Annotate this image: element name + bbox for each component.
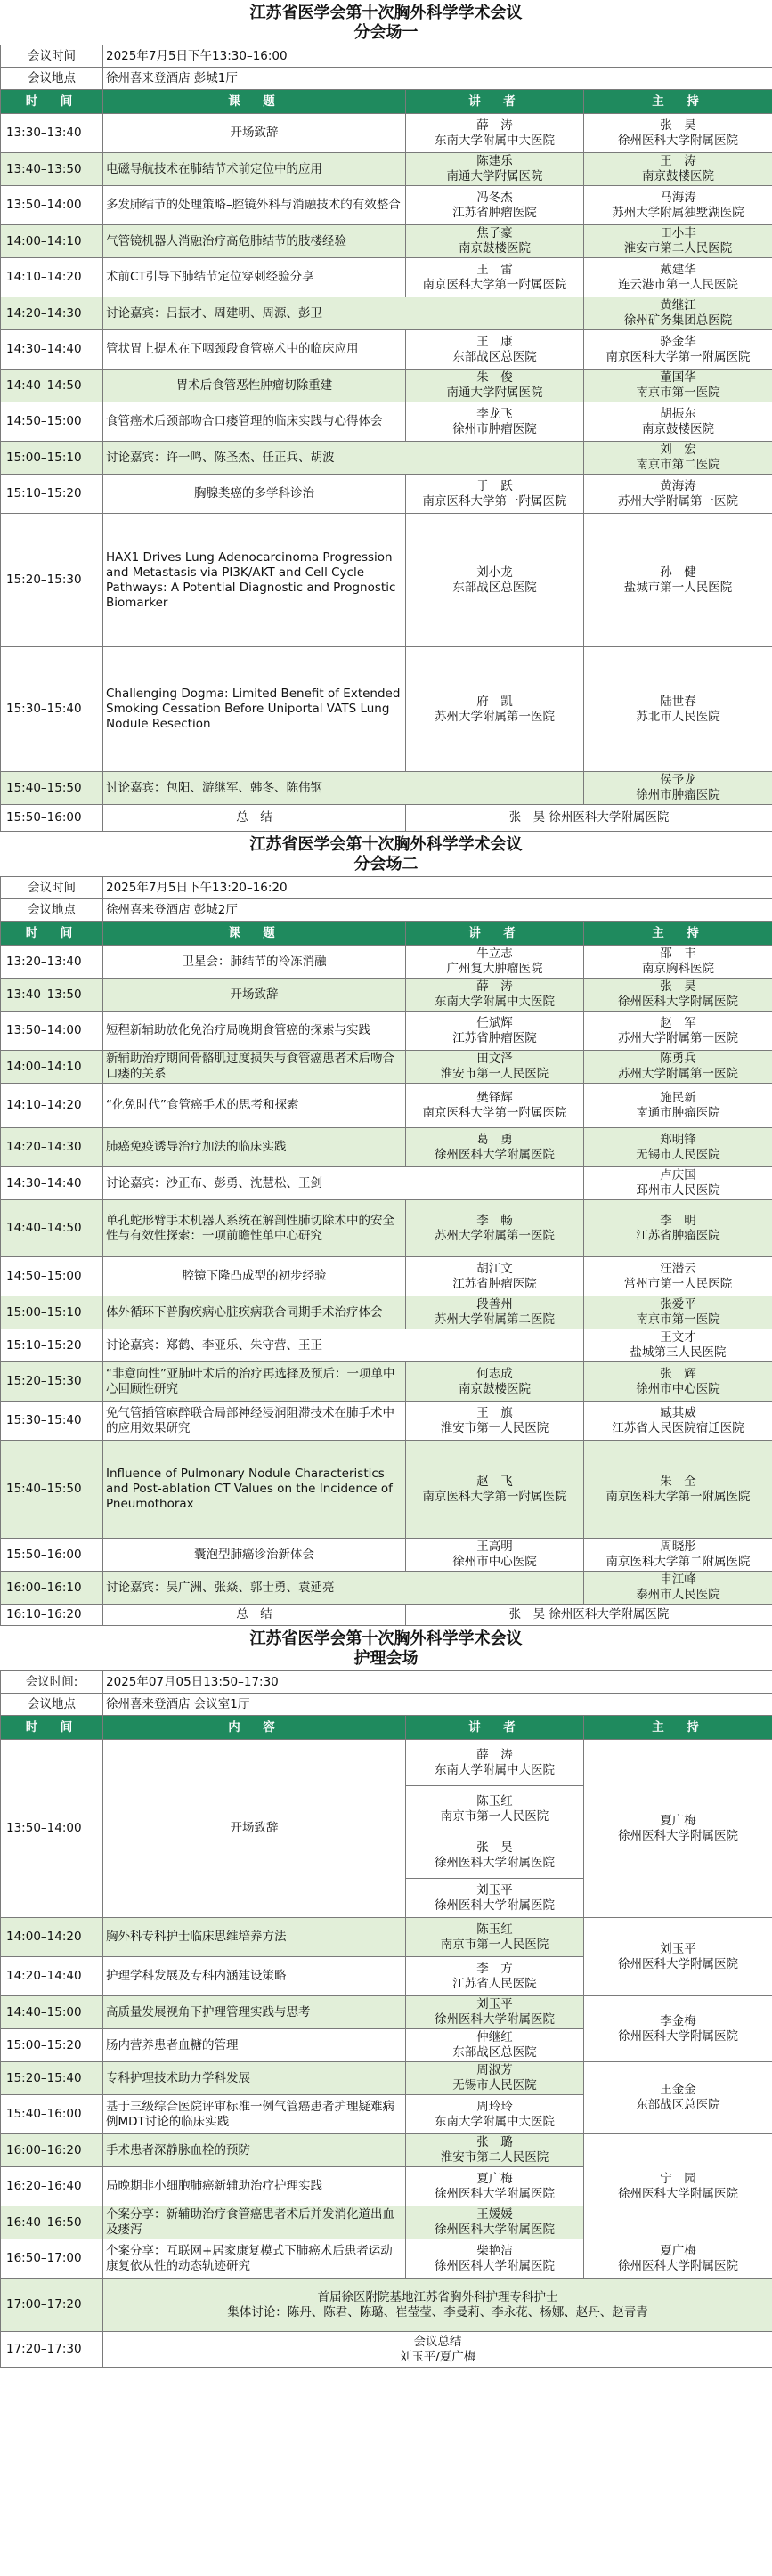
- session-host: 董国华 南京市第一医院: [584, 370, 772, 402]
- session-host: 陆世春 苏北市人民医院: [584, 647, 772, 772]
- session-topic: 卫星会：肺结节的冷冻消融: [103, 946, 406, 979]
- session-host: 马海涛 苏州大学附属独墅湖医院: [584, 186, 772, 225]
- session-time: 17:20–17:30: [1, 2332, 103, 2368]
- session-speaker: 薛 涛 东南大学附属中大医院: [406, 979, 584, 1012]
- column-header: 课 题: [103, 922, 406, 946]
- meeting-place-row: [1, 1694, 772, 1716]
- session-speaker: 李龙飞 徐州市肿瘤医院: [406, 402, 584, 442]
- session-speaker: 胡江文 江苏省肿瘤医院: [406, 1257, 584, 1296]
- section-title: [0, 1626, 772, 1670]
- session-topic: 讨论嘉宾：包阳、游继军、韩冬、陈伟钢: [103, 772, 584, 805]
- session-time: 14:40–15:00: [1, 1996, 103, 2029]
- session-speaker: 刘小龙 东部战区总医院: [406, 514, 584, 647]
- session-time: 13:50–14:00: [1, 1740, 103, 1918]
- meeting-time-label: 会议时间: [1, 45, 103, 68]
- table-row: [1, 370, 772, 402]
- session-time: 13:50–14:00: [1, 186, 103, 225]
- column-header: 内 容: [103, 1716, 406, 1740]
- session-speaker: 樊铎辉 南京医科大学第一附属医院: [406, 1084, 584, 1128]
- venue-subtitle: 分会场一: [353, 23, 419, 42]
- session-speaker: 赵 飞 南京医科大学第一附属医院: [406, 1441, 584, 1539]
- session-time: 14:00–14:20: [1, 1918, 103, 1957]
- session-topic: 胃术后食管恶性肿瘤切除重建: [103, 370, 406, 402]
- session-host: 汪潜云 常州市第一人民医院: [584, 1257, 772, 1296]
- session-speaker: 段善州 苏州大学附属第二医院: [406, 1296, 584, 1329]
- table-row: [1, 2279, 772, 2332]
- column-header: 时 间: [1, 1716, 103, 1740]
- table-row: [1, 1572, 772, 1605]
- meeting-time-row: [1, 1671, 772, 1694]
- session-speaker: 柴艳洁 徐州医科大学附属医院: [406, 2239, 584, 2279]
- meeting-place-label: 会议地点: [1, 1694, 103, 1716]
- session-host: 夏广梅 徐州医科大学附属医院: [584, 2239, 772, 2279]
- meeting-time-value: 2025年7月5日下午13:30–16:00: [103, 45, 772, 68]
- session-speaker: 冯冬杰 江苏省肿瘤医院: [406, 186, 584, 225]
- session-host: 骆金华 南京医科大学第一附属医院: [584, 330, 772, 370]
- table-row: [1, 153, 772, 186]
- session-topic: 手术患者深静脉血栓的预防: [103, 2134, 406, 2167]
- session-time: 15:50–16:00: [1, 1539, 103, 1572]
- table-header: [1, 1716, 772, 1740]
- session-topic: 讨论嘉宾：沙正布、彭勇、沈慧松、王剑: [103, 1167, 584, 1200]
- session-time: 14:30–14:40: [1, 330, 103, 370]
- table-row: [1, 1740, 772, 1786]
- session-time: 13:40–13:50: [1, 979, 103, 1012]
- table-row: [1, 2062, 772, 2095]
- section-title: [0, 832, 772, 876]
- session-host: 李金梅 徐州医科大学附属医院: [584, 1996, 772, 2062]
- session-host: 赵 军 苏州大学附属第一医院: [584, 1012, 772, 1051]
- meeting-place-label: 会议地点: [1, 68, 103, 90]
- session-topic: 腔镜下隆凸成型的初步经验: [103, 1257, 406, 1296]
- session-speaker: 刘玉平 徐州医科大学附属医院: [406, 1996, 584, 2029]
- meeting-time-label: 会议时间:: [1, 1671, 103, 1694]
- session-topic: 气管镜机器人消融治疗高危肺结节的肢楼经验: [103, 225, 406, 258]
- session-host: 周晓彤 南京医科大学第二附属医院: [584, 1539, 772, 1572]
- table-row: [1, 1200, 772, 1257]
- session-time: 14:20–14:30: [1, 1128, 103, 1167]
- column-header: 主 持: [584, 922, 772, 946]
- session-topic: 单孔蛇形臂手术机器人系统在解剖性肺切除术中的安全性与有效性探索：一项前瞻性单中心研究: [103, 1200, 406, 1257]
- session-host: 邵 丰 南京胸科医院: [584, 946, 772, 979]
- column-header: 主 持: [584, 90, 772, 114]
- session-time: 16:50–17:00: [1, 2239, 103, 2279]
- table-row: [1, 186, 772, 225]
- session-topic: 讨论嘉宾：吴广洲、张焱、郭士勇、袁延亮: [103, 1572, 584, 1605]
- session-time: 16:40–16:50: [1, 2206, 103, 2239]
- session-host: 夏广梅 徐州医科大学附属医院: [584, 1740, 772, 1918]
- table-row: [1, 297, 772, 330]
- table-row: [1, 225, 772, 258]
- column-header: 讲 者: [406, 922, 584, 946]
- meeting-time-label: 会议时间: [1, 877, 103, 899]
- session-topic: 总 结: [103, 1605, 406, 1626]
- session-speaker: 李 方 江苏省人民医院: [406, 1957, 584, 1996]
- session-speaker: 夏广梅 徐州医科大学附属医院: [406, 2167, 584, 2206]
- session-time: 15:50–16:00: [1, 805, 103, 832]
- table-row: [1, 647, 772, 772]
- session-host: 李 明 江苏省肿瘤医院: [584, 1200, 772, 1257]
- session-topic: 讨论嘉宾：许一鸣、陈圣杰、任正兵、胡波: [103, 442, 584, 475]
- session-speaker: 李 畅 苏州大学附属第一医院: [406, 1200, 584, 1257]
- session-topic: 局晚期非小细胞肺癌新辅助治疗护理实践: [103, 2167, 406, 2206]
- table-row: [1, 402, 772, 442]
- session-topic: 开场致辞: [103, 979, 406, 1012]
- session-speaker: 刘玉平 徐州医科大学附属医院: [406, 1879, 584, 1918]
- session-time: 15:30–15:40: [1, 647, 103, 772]
- session-topic: 基于三级综合医院评审标准一例气管癌患者护理疑难病例MDT讨论的临床实践: [103, 2095, 406, 2134]
- session-host: 王金金 东部战区总医院: [584, 2062, 772, 2134]
- s1-schedule-table: [0, 45, 772, 832]
- session-speaker: 王 雷 南京医科大学第一附属医院: [406, 258, 584, 297]
- session-speaker: 于 跃 南京医科大学第一附属医院: [406, 475, 584, 514]
- session-host: 胡振东 南京鼓楼医院: [584, 402, 772, 442]
- session-time: 14:20–14:40: [1, 1957, 103, 1996]
- session-host: 臧其威 江苏省人民医院宿迁医院: [584, 1402, 772, 1441]
- session-host: 戴建华 连云港市第一人民医院: [584, 258, 772, 297]
- table-row: [1, 1539, 772, 1572]
- conference-title: 江苏省医学会第十次胸外科学学术会议: [249, 835, 523, 854]
- session-topic: 个案分享：新辅助治疗食管癌患者术后并发消化道出血及瘘泻: [103, 2206, 406, 2239]
- session-host: 孙 健 盐城市第一人民医院: [584, 514, 772, 647]
- session-topic: 新辅助治疗期间骨骼肌过度损失与食管癌患者术后吻合口瘘的关系: [103, 1051, 406, 1084]
- session-speaker: 王 康 东部战区总医院: [406, 330, 584, 370]
- session-time: 13:30–13:40: [1, 114, 103, 153]
- session-topic: 免气管插管麻醉联合局部神经浸润阻滞技术在肺手术中的应用效果研究: [103, 1402, 406, 1441]
- session-topic: Challenging Dogma: Limited Benefit of Extended Smoking Cessation Before Uniportal VATS Lung Nodule Resection: [103, 647, 406, 772]
- table-row: [1, 2239, 772, 2279]
- session-topic: 食管癌术后颈部吻合口瘘管理的临床实践与心得体会: [103, 402, 406, 442]
- session-speaker: 陈玉红 南京市第一人民医院: [406, 1918, 584, 1957]
- venue-subtitle: 护理会场: [353, 1649, 419, 1668]
- session-time: 15:20–15:40: [1, 2062, 103, 2095]
- session-topic: 开场致辞: [103, 1740, 406, 1918]
- session-host: 黄海涛 苏州大学附属第一医院: [584, 475, 772, 514]
- table-row: [1, 475, 772, 514]
- session-time: 14:50–15:00: [1, 1257, 103, 1296]
- conference-title: 江苏省医学会第十次胸外科学学术会议: [249, 4, 523, 22]
- session-topic: 高质量发展视角下护理管理实践与思考: [103, 1996, 406, 2029]
- session-time: 15:10–15:20: [1, 1329, 103, 1362]
- meeting-time-value: 2025年07月05日13:50–17:30: [103, 1671, 772, 1694]
- session-time: 15:40–15:50: [1, 1441, 103, 1539]
- meeting-place-value: 徐州喜来登酒店 会议室1厅: [103, 1694, 772, 1716]
- session-topic: 体外循环下普胸疾病心脏疾病联合同期手术治疗体会: [103, 1296, 406, 1329]
- session-time: 15:20–15:30: [1, 1362, 103, 1402]
- session-time: 14:00–14:10: [1, 1051, 103, 1084]
- table-row: [1, 2332, 772, 2368]
- session-time: 15:40–15:50: [1, 772, 103, 805]
- session-topic: 首届徐医附院基地江苏省胸外科护理专科护士 集体讨论：陈丹、陈君、陈璐、崔莹莹、李曼莉、李永花、杨娜、赵丹、赵青青: [103, 2279, 772, 2332]
- meeting-place-row: [1, 899, 772, 922]
- table-row: [1, 258, 772, 297]
- table-row: [1, 1257, 772, 1296]
- table-row: [1, 1362, 772, 1402]
- session-time: 15:00–15:10: [1, 442, 103, 475]
- session-speaker: 任斌辉 江苏省肿瘤医院: [406, 1012, 584, 1051]
- session-time: 15:20–15:30: [1, 514, 103, 647]
- session-topic: 囊泡型肺癌诊治新体会: [103, 1539, 406, 1572]
- session-topic: “化免时代”食管癌手术的思考和探索: [103, 1084, 406, 1128]
- session-time: 14:30–14:40: [1, 1167, 103, 1200]
- session-host: 刘玉平 徐州医科大学附属医院: [584, 1918, 772, 1996]
- session-time: 15:10–15:20: [1, 475, 103, 514]
- session-host: 宁 园 徐州医科大学附属医院: [584, 2134, 772, 2239]
- session-topic: 会议总结 刘玉平/夏广梅: [103, 2332, 772, 2368]
- session-host: 陈勇兵 苏州大学附属第一医院: [584, 1051, 772, 1084]
- table-row: [1, 772, 772, 805]
- venue-subtitle: 分会场二: [353, 855, 419, 874]
- session-topic: 胸外科专科护士临床思维培养方法: [103, 1918, 406, 1957]
- session-speaker: 薛 涛 东南大学附属中大医院: [406, 1740, 584, 1786]
- table-row: [1, 1051, 772, 1084]
- session-topic: 术前CT引导下肺结节定位穿刺经验分享: [103, 258, 406, 297]
- session-topic: 个案分享：互联网+居家康复模式下肺癌术后患者运动康复依从性的动态轨迹研究: [103, 2239, 406, 2279]
- session-host: 施民新 南通市肿瘤医院: [584, 1084, 772, 1128]
- session-topic: 总 结: [103, 805, 406, 832]
- session-speaker: 张 璐 淮安市第二人民医院: [406, 2134, 584, 2167]
- column-header: 课 题: [103, 90, 406, 114]
- session-speaker: 王媛媛 徐州医科大学附属医院: [406, 2206, 584, 2239]
- table-row: [1, 1402, 772, 1441]
- meeting-place-value: 徐州喜来登酒店 彭城1厅: [103, 68, 772, 90]
- table-row: [1, 1084, 772, 1128]
- session-time: 14:50–15:00: [1, 402, 103, 442]
- session-speaker: 朱 俊 南通大学附属医院: [406, 370, 584, 402]
- table-row: [1, 1167, 772, 1200]
- session-speaker: 周淑芳 无锡市人民医院: [406, 2062, 584, 2095]
- session-speaker: 薛 涛 东南大学附属中大医院: [406, 114, 584, 153]
- table-row: [1, 1441, 772, 1539]
- session-speaker: 仲继红 东部战区总医院: [406, 2029, 584, 2062]
- table-row: [1, 1296, 772, 1329]
- session-time: 16:10–16:20: [1, 1605, 103, 1626]
- session-topic: 讨论嘉宾：郑鹤、李亚乐、朱守营、王正: [103, 1329, 584, 1362]
- session-host: 张 昊 徐州医科大学附属医院: [584, 979, 772, 1012]
- table-row: [1, 1012, 772, 1051]
- session-speaker: 府 凯 苏州大学附属第一医院: [406, 647, 584, 772]
- session-host: 朱 全 南京医科大学第一附属医院: [584, 1441, 772, 1539]
- session-speaker: 田文泽 淮安市第一人民医院: [406, 1051, 584, 1084]
- session-speaker: 王高明 徐州市中心医院: [406, 1539, 584, 1572]
- session-time: 14:40–14:50: [1, 1200, 103, 1257]
- session-topic: 胸腺类癌的多学科诊治: [103, 475, 406, 514]
- table-row: [1, 1128, 772, 1167]
- table-header: [1, 90, 772, 114]
- session-time: 13:40–13:50: [1, 153, 103, 186]
- session-host: 田小丰 淮安市第二人民医院: [584, 225, 772, 258]
- session-host: 张 辉 徐州市中心医院: [584, 1362, 772, 1402]
- table-row: [1, 514, 772, 647]
- session-speaker: 张 昊 徐州医科大学附属医院: [406, 1832, 584, 1879]
- session-host: 张爱平 南京市第一医院: [584, 1296, 772, 1329]
- conference-title: 江苏省医学会第十次胸外科学学术会议: [249, 1629, 523, 1648]
- session-speaker: 王 旗 淮安市第一人民医院: [406, 1402, 584, 1441]
- session-speaker: 焦子豪 南京鼓楼医院: [406, 225, 584, 258]
- table-row: [1, 2134, 772, 2167]
- session-time: 14:40–14:50: [1, 370, 103, 402]
- session-speaker: 牛立志 广州复大肿瘤医院: [406, 946, 584, 979]
- table-row: [1, 1329, 772, 1362]
- session-speaker: 陈建乐 南通大学附属医院: [406, 153, 584, 186]
- session-topic: HAX1 Drives Lung Adenocarcinoma Progression and Metastasis via PI3K/AKT and Cell Cycle Pathways: A Potential Diagnostic and Prognostic Biomarker: [103, 514, 406, 647]
- session-topic: Influence of Pulmonary Nodule Characteristics and Post-ablation CT Values on the Incidence of Pneumothorax: [103, 1441, 406, 1539]
- session-host: 卢庆国 邳州市人民医院: [584, 1167, 772, 1200]
- meeting-time-row: [1, 877, 772, 899]
- session-time: 15:30–15:40: [1, 1402, 103, 1441]
- session-topic: 讨论嘉宾：吕振才、周建明、周源、彭卫: [103, 297, 584, 330]
- session-time: 13:50–14:00: [1, 1012, 103, 1051]
- meeting-place-value: 徐州喜来登酒店 彭城2厅: [103, 899, 772, 922]
- session-host: 刘 宏 南京市第二医院: [584, 442, 772, 475]
- session-topic: “非意向性”亚肺叶术后的治疗再选择及预后：一项单中心回顾性研究: [103, 1362, 406, 1402]
- session-topic: 护理学科发展及专科内涵建设策略: [103, 1957, 406, 1996]
- session-host: 王文才 盐城第三人民医院: [584, 1329, 772, 1362]
- session-time: 15:00–15:10: [1, 1296, 103, 1329]
- table-row: [1, 1605, 772, 1626]
- session-topic: 多发肺结节的处理策略–腔镜外科与消融技术的有效整合: [103, 186, 406, 225]
- session-time: 15:00–15:20: [1, 2029, 103, 2062]
- table-row: [1, 946, 772, 979]
- session-host: 黄继江 徐州矿务集团总医院: [584, 297, 772, 330]
- session-topic: 短程新辅助放化免治疗局晚期食管癌的探索与实践: [103, 1012, 406, 1051]
- summary-speaker: 张 昊 徐州医科大学附属医院: [406, 1605, 772, 1626]
- session-time: 16:20–16:40: [1, 2167, 103, 2206]
- session-topic: 管状胃上提术在下咽颈段食管癌术中的临床应用: [103, 330, 406, 370]
- session-time: 17:00–17:20: [1, 2279, 103, 2332]
- column-header: 主 持: [584, 1716, 772, 1740]
- section-title: [0, 0, 772, 45]
- session-host: 侯予龙 徐州市肿瘤医院: [584, 772, 772, 805]
- column-header: 讲 者: [406, 1716, 584, 1740]
- session-host: 申江峰 泰州市人民医院: [584, 1572, 772, 1605]
- meeting-place-label: 会议地点: [1, 899, 103, 922]
- session-time: 15:40–16:00: [1, 2095, 103, 2134]
- table-header: [1, 922, 772, 946]
- session-topic: 开场致辞: [103, 114, 406, 153]
- session-topic: 电磁导航技术在肺结节术前定位中的应用: [103, 153, 406, 186]
- session-topic: 肠内营养患者血糖的管理: [103, 2029, 406, 2062]
- session-host: 张 昊 徐州医科大学附属医院: [584, 114, 772, 153]
- session-speaker: 陈玉红 南京市第一人民医院: [406, 1786, 584, 1832]
- table-row: [1, 1996, 772, 2029]
- column-header: 时 间: [1, 90, 103, 114]
- session-time: 14:10–14:20: [1, 258, 103, 297]
- table-row: [1, 442, 772, 475]
- session-topic: 专科护理技术助力学科发展: [103, 2062, 406, 2095]
- table-row: [1, 1918, 772, 1957]
- session-time: 13:20–13:40: [1, 946, 103, 979]
- meeting-time-row: [1, 45, 772, 68]
- session-time: 14:00–14:10: [1, 225, 103, 258]
- s3-schedule-table: [0, 1670, 772, 2368]
- session-speaker: 葛 勇 徐州医科大学附属医院: [406, 1128, 584, 1167]
- s2-schedule-table: [0, 876, 772, 1626]
- session-speaker: 何志成 南京鼓楼医院: [406, 1362, 584, 1402]
- table-row: [1, 114, 772, 153]
- table-row: [1, 805, 772, 832]
- session-topic: 肺癌免疫诱导治疗加法的临床实践: [103, 1128, 406, 1167]
- column-header: 时 间: [1, 922, 103, 946]
- session-host: 王 涛 南京鼓楼医院: [584, 153, 772, 186]
- session-time: 14:10–14:20: [1, 1084, 103, 1128]
- session-time: 16:00–16:20: [1, 2134, 103, 2167]
- meeting-time-value: 2025年7月5日下午13:20–16:20: [103, 877, 772, 899]
- summary-speaker: 张 昊 徐州医科大学附属医院: [406, 805, 772, 832]
- table-row: [1, 330, 772, 370]
- session-time: 16:00–16:10: [1, 1572, 103, 1605]
- session-speaker: 周玲玲 东南大学附属中大医院: [406, 2095, 584, 2134]
- column-header: 讲 者: [406, 90, 584, 114]
- meeting-place-row: [1, 68, 772, 90]
- session-time: 14:20–14:30: [1, 297, 103, 330]
- table-row: [1, 979, 772, 1012]
- session-host: 郑明锋 无锡市人民医院: [584, 1128, 772, 1167]
